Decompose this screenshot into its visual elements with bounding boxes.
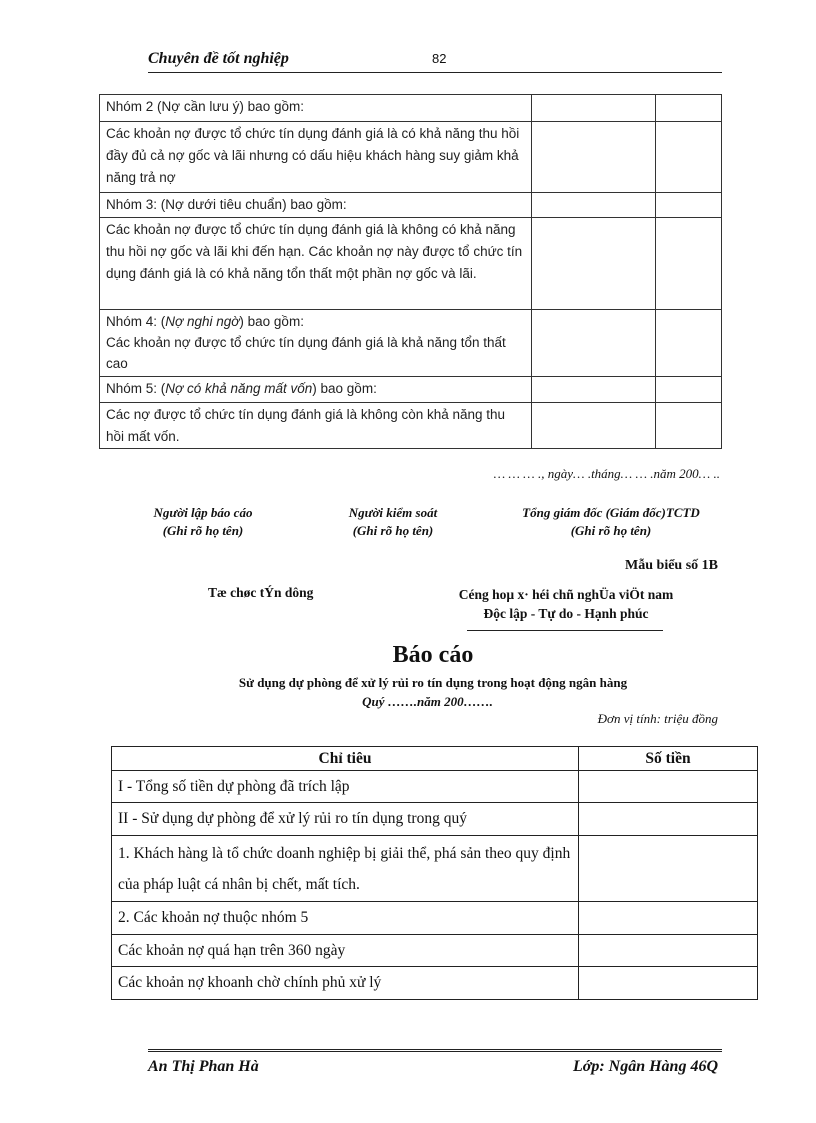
signature-note: (Ghi rõ họ tên): [352, 523, 434, 538]
signature-director: [496, 504, 726, 540]
table-cell: Các nợ được tổ chức tín dụng đánh giá là không còn khả năng thu hồi mất vốn.: [100, 403, 532, 449]
table-row: [100, 377, 722, 403]
table-cell: I - Tổng số tiền dự phòng đã trích lập: [112, 771, 579, 803]
table-cell: [100, 377, 532, 403]
national-motto: [418, 585, 714, 623]
amount-cell: [579, 902, 758, 935]
table-row: [100, 122, 722, 193]
empty-cell: [532, 218, 656, 310]
page-header: [148, 49, 722, 73]
signature-title: Tổng giám đốc (Giám đốc)TCTD: [522, 505, 700, 520]
table-cell: Các khoản nợ quá hạn trên 360 ngày: [112, 935, 579, 967]
group-label-prefix: Nhóm 5: (: [106, 381, 166, 396]
form-code: Mẫu biểu số 1B: [625, 558, 718, 573]
table-row: [100, 218, 722, 310]
table-row: [100, 403, 722, 449]
empty-cell: [532, 403, 656, 449]
amount-cell: [579, 803, 758, 836]
table-row: [100, 310, 722, 377]
table-cell: 1. Khách hàng là tổ chức doanh nghiệp bị giải thể, phá sản theo quy định của pháp luật cá nhân bị chết, mất tích.: [112, 836, 579, 902]
amount-cell: [579, 836, 758, 902]
report-title: Báo cáo: [392, 642, 474, 668]
table-row: [100, 193, 722, 218]
table-row: [112, 902, 758, 935]
table-cell: II - Sử dụng dự phòng để xử lý rủi ro tín dụng trong quý: [112, 803, 579, 836]
amount-cell: [579, 967, 758, 1000]
footer-author: An Thị Phan Hà: [148, 1058, 259, 1075]
empty-cell: [656, 377, 722, 403]
footer-class: Lớp: Ngân Hàng 46Q: [572, 1058, 718, 1075]
organization-name: Tæ chøc tÝn dông: [208, 585, 314, 600]
amount-cell: [579, 771, 758, 803]
empty-cell: [532, 122, 656, 193]
provision-usage-table: [111, 746, 758, 1000]
empty-cell: [532, 310, 656, 377]
group-label-emphasis: Nợ có khả năng mất vốn: [165, 381, 313, 396]
group-label-emphasis: Nợ nghi ngờ: [165, 314, 240, 329]
amount-cell: [579, 935, 758, 967]
signature-preparer: [128, 504, 278, 540]
report-subtitle: Sử dụng dự phòng để xử lý rủi ro tín dụng trong hoạt động ngân hàng: [238, 675, 628, 690]
table-header-row: [112, 747, 758, 771]
empty-cell: [532, 193, 656, 218]
group-description: Các khoản nợ được tổ chức tín dụng đánh giá là khả năng tổn thất cao: [106, 335, 506, 371]
motto-divider: [467, 630, 663, 631]
table-row: [112, 836, 758, 902]
empty-cell: [656, 122, 722, 193]
signature-note: (Ghi rõ họ tên): [570, 523, 652, 538]
group-label-suffix: ) bao gồm:: [239, 314, 304, 329]
empty-cell: [656, 310, 722, 377]
group-label-suffix: ) bao gồm:: [312, 381, 377, 396]
table-row: [112, 771, 758, 803]
table-cell: Các khoản nợ khoanh chờ chính phủ xử lý: [112, 967, 579, 1000]
table-row: [112, 803, 758, 836]
report-period: Quý …….năm 200…….: [362, 694, 493, 709]
page-number: 82: [432, 51, 447, 66]
empty-cell: [656, 193, 722, 218]
table-cell: Nhóm 3: (Nợ dưới tiêu chuẩn) bao gồm:: [100, 193, 532, 218]
signature-note: (Ghi rõ họ tên): [162, 523, 244, 538]
debt-classification-table: [99, 94, 722, 449]
table-cell: Nhóm 2 (Nợ cần lưu ý) bao gồm:: [100, 95, 532, 122]
empty-cell: [656, 95, 722, 122]
signature-controller: [318, 504, 468, 540]
table-cell: 2. Các khoản nợ thuộc nhóm 5: [112, 902, 579, 935]
motto-line-1: Céng hoµ x· héi chñ nghÜa viÖt nam: [458, 587, 674, 602]
signature-title: Người lập báo cáo: [153, 505, 253, 520]
header-title: Chuyên đề tốt nghiệp: [148, 50, 289, 67]
signature-title: Người kiểm soát: [348, 505, 438, 520]
table-cell: [100, 310, 532, 377]
table-row: [100, 95, 722, 122]
table-cell: Các khoản nợ được tổ chức tín dụng đánh giá là có khả năng thu hồi đầy đủ cả nợ gốc và lãi nhưng có dấu hiệu khách hàng suy giảm khả năng trả nợ: [100, 122, 532, 193]
column-header-criteria: Chỉ tiêu: [112, 747, 579, 771]
table-cell: Các khoản nợ được tổ chức tín dụng đánh giá là không có khả năng thu hồi nợ gốc và lãi khi đến hạn. Các khoản nợ này được tổ chức tín dụng đánh giá là có khả năng tổn thất một phần nợ gốc và lãi.: [100, 218, 532, 310]
report-unit: Đơn vị tính: triệu đồng: [597, 711, 718, 726]
empty-cell: [656, 218, 722, 310]
motto-line-2: Độc lập - Tự do - Hạnh phúc: [483, 606, 649, 621]
table-row: [112, 967, 758, 1000]
table-row: [112, 935, 758, 967]
empty-cell: [532, 95, 656, 122]
empty-cell: [656, 403, 722, 449]
group-label-prefix: Nhóm 4: (: [106, 314, 166, 329]
empty-cell: [532, 377, 656, 403]
column-header-amount: Số tiền: [579, 747, 758, 771]
page-footer: [148, 1049, 722, 1075]
date-line: … … … ., ngày… .tháng… … .năm 200… ..: [493, 466, 720, 481]
